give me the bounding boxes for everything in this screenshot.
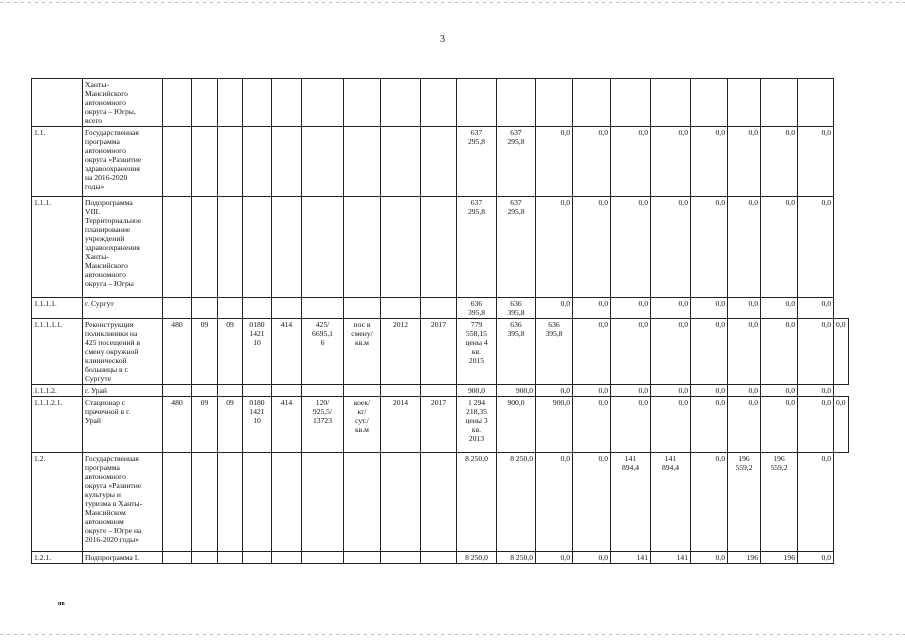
page-number: 3 [440, 34, 445, 45]
table-cell [192, 127, 218, 197]
table-cell: 1.1.1.2. [32, 385, 83, 397]
table-cell: 637 295,8 [497, 197, 536, 298]
table-cell [381, 453, 421, 552]
table-cell: 1.1.1.1. [32, 298, 83, 319]
table-cell [192, 453, 218, 552]
table-cell [691, 79, 728, 127]
table-cell [302, 79, 344, 127]
table-cell: Подпрограмма I. [83, 552, 163, 564]
table-cell [381, 79, 421, 127]
table-cell [344, 197, 381, 298]
table-cell: 0,0 [798, 298, 834, 319]
table-cell: 0,0 [536, 298, 573, 319]
table-cell: 120/ 925,5/ 13723 [302, 397, 344, 453]
table-cell [344, 552, 381, 564]
table-cell: 0,0 [536, 197, 573, 298]
table-cell: 637 295,8 [457, 197, 497, 298]
table-cell: Реконструкция поликлиники на 425 посещений в смену окружной клинической больницы в г. Сургуте [83, 319, 163, 385]
table-cell: 637 295,8 [497, 127, 536, 197]
table-cell: 900,0 [536, 397, 573, 453]
table-row [32, 453, 849, 552]
table-cell [243, 79, 272, 127]
table-cell: 2014 [381, 397, 421, 453]
table-cell: 636 395,8 [497, 319, 536, 385]
table-cell: 0,0 [691, 397, 728, 453]
table-cell: 1.1.1.1.1. [32, 319, 83, 385]
table-cell [536, 79, 573, 127]
table-cell: 0,0 [573, 127, 611, 197]
table-cell: 1.2.1. [32, 552, 83, 564]
table-cell: 196 [728, 552, 761, 564]
table-cell [163, 79, 192, 127]
table-cell: 09 [218, 397, 243, 453]
table-cell: 0,0 [611, 127, 651, 197]
table-cell: 0,0 [573, 319, 611, 385]
table-cell [272, 197, 302, 298]
table-cell: 0,0 [691, 319, 728, 385]
table-cell [192, 552, 218, 564]
table-cell: 141 894,4 [651, 453, 691, 552]
table-cell: 141 [651, 552, 691, 564]
table-cell: 480 [163, 319, 192, 385]
table-cell: коек/ кг/ сут./ кв.м [344, 397, 381, 453]
table-cell: 900,0 [497, 385, 536, 397]
table-cell: 2017 [421, 319, 457, 385]
table-cell [421, 127, 457, 197]
table-cell: 1.1.1.2.1. [32, 397, 83, 453]
table-cell: 196 559,2 [761, 453, 798, 552]
table-cell: 0,0 [834, 319, 849, 385]
table-cell: 196 [761, 552, 798, 564]
table-cell [163, 453, 192, 552]
table-cell [344, 385, 381, 397]
table-cell: 141 894,4 [611, 453, 651, 552]
table-cell: 0,0 [611, 197, 651, 298]
table-cell [421, 197, 457, 298]
table-cell: 0,0 [536, 453, 573, 552]
table-cell: 0,0 [728, 319, 761, 385]
table-cell: 0,0 [651, 319, 691, 385]
table-cell [728, 79, 761, 127]
table-cell: 0,0 [728, 385, 761, 397]
table-cell: 0,0 [651, 197, 691, 298]
table-cell: 0,0 [728, 197, 761, 298]
table-cell [163, 385, 192, 397]
table-cell: 0,0 [611, 319, 651, 385]
table-cell [218, 552, 243, 564]
table-cell: 0,0 [728, 397, 761, 453]
table-cell [192, 197, 218, 298]
table-cell: 0,0 [691, 385, 728, 397]
table-cell: 0180 1421 10 [243, 397, 272, 453]
table-cell [218, 298, 243, 319]
table-cell [192, 385, 218, 397]
table-cell: 1.1.1. [32, 197, 83, 298]
table-cell [381, 385, 421, 397]
table-cell [218, 453, 243, 552]
table-cell: 0,0 [761, 298, 798, 319]
table-cell: 900,0 [497, 397, 536, 453]
table-cell: 0,0 [536, 127, 573, 197]
table-cell [243, 552, 272, 564]
table-cell [302, 197, 344, 298]
table-row [32, 197, 849, 298]
table-cell: 09 [192, 397, 218, 453]
table-cell: 0,0 [651, 127, 691, 197]
table-cell: 141 [611, 552, 651, 564]
table-cell: 0,0 [728, 127, 761, 197]
table-cell: 0,0 [761, 397, 798, 453]
table-cell: Стационар с прачечной в г. Урай [83, 397, 163, 453]
table-cell [32, 79, 83, 127]
table-row [32, 397, 849, 453]
table-cell [344, 453, 381, 552]
table-cell [272, 552, 302, 564]
table-cell [243, 453, 272, 552]
table-cell: 0,0 [798, 319, 834, 385]
table-cell: Государственная программа автономного округа «Развитие культуры и туризма в Ханты- Мансийском автономном округе – Югре на 2016-2020 годы» [83, 453, 163, 552]
table-cell: 425/ 6695,1 6 [302, 319, 344, 385]
table-cell: 779 558,15 цены 4 кв. 2015 [457, 319, 497, 385]
table-cell [798, 79, 834, 127]
table-cell [272, 127, 302, 197]
table-cell: 414 [272, 397, 302, 453]
table-cell [302, 298, 344, 319]
table-row [32, 319, 849, 385]
table-row [32, 127, 849, 197]
scan-artifact-bottom [0, 634, 905, 635]
table-cell: 0,0 [728, 298, 761, 319]
table-cell [163, 552, 192, 564]
table-cell: 0,0 [691, 552, 728, 564]
table-cell: Ханты- Мансийского автономного округа – Югры, всего [83, 79, 163, 127]
table-cell [218, 385, 243, 397]
table-cell: 2012 [381, 319, 421, 385]
table-row [32, 552, 849, 564]
table-cell: 0,0 [651, 385, 691, 397]
table-cell [218, 127, 243, 197]
table-cell: пос в смену/ кв.м [344, 319, 381, 385]
table-cell: 0,0 [611, 298, 651, 319]
table-cell: 900,0 [457, 385, 497, 397]
table-cell: 0,0 [573, 552, 611, 564]
budget-table [31, 78, 849, 564]
table-cell: 0,0 [761, 197, 798, 298]
table-cell: 8 250,0 [457, 453, 497, 552]
table-cell: 1.2. [32, 453, 83, 552]
table-cell [421, 453, 457, 552]
table-cell [344, 79, 381, 127]
table-cell: 0,0 [691, 453, 728, 552]
table-cell: 196 559,2 [728, 453, 761, 552]
table-cell: 636 395,8 [457, 298, 497, 319]
table-cell [302, 552, 344, 564]
table-cell: 0,0 [798, 552, 834, 564]
table-cell: 0,0 [651, 298, 691, 319]
table-cell: 2017 [421, 397, 457, 453]
table-cell: 0,0 [691, 127, 728, 197]
table-cell: 0,0 [611, 385, 651, 397]
table-cell: 0,0 [573, 453, 611, 552]
table-cell: Подпрограмма VIII. Территориальное планирование учреждений здравоохранения Ханты- Мансийского автономного округа – Югры [83, 197, 163, 298]
table-cell [272, 79, 302, 127]
table-cell: 1 294 218,35 цены 3 кв. 2013 [457, 397, 497, 453]
table-cell [421, 552, 457, 564]
table-cell: 0,0 [798, 197, 834, 298]
table-cell [243, 385, 272, 397]
table-cell [421, 298, 457, 319]
table-cell: 0,0 [536, 385, 573, 397]
table-cell: 0,0 [573, 385, 611, 397]
table-cell [243, 197, 272, 298]
table-cell [163, 127, 192, 197]
table-cell: Государственная программа автономного округа «Развитие здравоохранения на 2016-2020 годы» [83, 127, 163, 197]
table-cell [218, 79, 243, 127]
table-cell: 09 [218, 319, 243, 385]
table-cell: 0,0 [691, 298, 728, 319]
table-cell: 414 [272, 319, 302, 385]
table-cell [163, 298, 192, 319]
table-cell: 0,0 [834, 397, 849, 453]
table-cell: 0,0 [798, 397, 834, 453]
table-cell: 0,0 [691, 197, 728, 298]
table-cell [272, 453, 302, 552]
table-cell [381, 552, 421, 564]
table-cell [192, 79, 218, 127]
table-cell: 0,0 [761, 319, 798, 385]
table-cell: 8 250,0 [457, 552, 497, 564]
table-cell [457, 79, 497, 127]
table-row [32, 79, 849, 127]
table-cell [381, 298, 421, 319]
table-cell: г. Сургут [83, 298, 163, 319]
table-cell [163, 197, 192, 298]
table-cell [651, 79, 691, 127]
table-cell [302, 385, 344, 397]
table-cell: 09 [192, 319, 218, 385]
table-cell [272, 385, 302, 397]
table-cell [344, 127, 381, 197]
table-cell [421, 79, 457, 127]
table-cell [761, 79, 798, 127]
table-cell [272, 298, 302, 319]
table-cell [218, 197, 243, 298]
table-row [32, 385, 849, 397]
table-cell: 0,0 [651, 397, 691, 453]
table-cell: 0,0 [761, 127, 798, 197]
table-cell [302, 127, 344, 197]
table-cell [243, 298, 272, 319]
table-cell [302, 453, 344, 552]
table-cell [243, 127, 272, 197]
table-cell: 1.1. [32, 127, 83, 197]
scan-artifact-top [0, 2, 905, 3]
table-cell [381, 127, 421, 197]
table-cell: 0,0 [573, 397, 611, 453]
table-cell: 637 295,8 [457, 127, 497, 197]
table-cell: 8 250,0 [497, 552, 536, 564]
table-cell: 636 395,8 [536, 319, 573, 385]
table-cell: 480 [163, 397, 192, 453]
table-cell: 0,0 [573, 298, 611, 319]
table-cell: 0,0 [536, 552, 573, 564]
table-cell: г. Урай [83, 385, 163, 397]
table-cell [573, 79, 611, 127]
footer-mark: нв [58, 601, 65, 607]
table-cell: 0,0 [798, 127, 834, 197]
table-cell [192, 298, 218, 319]
table-cell: 0,0 [611, 397, 651, 453]
table-cell: 636 395,8 [497, 298, 536, 319]
table-cell [344, 298, 381, 319]
table-cell [611, 79, 651, 127]
table-cell: 0,0 [573, 197, 611, 298]
table-cell: 0,0 [798, 453, 834, 552]
table-cell: 0,0 [761, 385, 798, 397]
table-cell: 8 250,0 [497, 453, 536, 552]
table-body [32, 79, 849, 564]
table-cell [381, 197, 421, 298]
table-cell [497, 79, 536, 127]
table-cell: 0180 1421 10 [243, 319, 272, 385]
table-cell: 0,0 [798, 385, 834, 397]
table-row [32, 298, 849, 319]
table-cell [421, 385, 457, 397]
